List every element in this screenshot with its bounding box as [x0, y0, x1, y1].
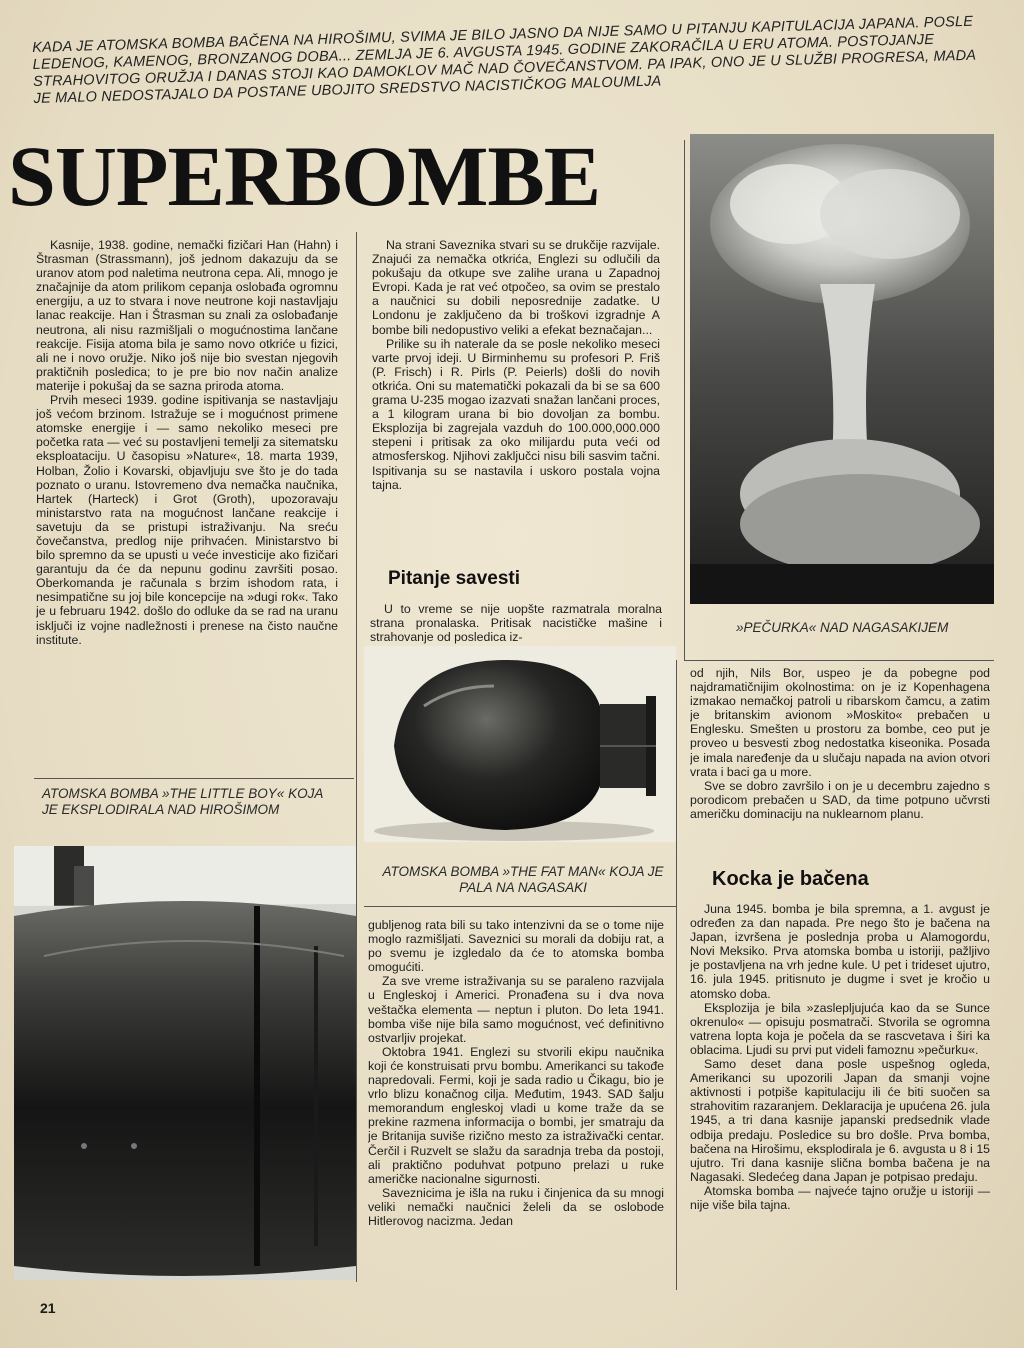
paragraph: Saveznicima je išla na ruku i činjenica da su mnogi veliki nemački naučnici želeli da se oslobode Hitlerovog nacizma. Jedan	[368, 1185, 664, 1228]
paragraph: Eksplozija je bila »zaslepljujuća kao da se Sunce okrenulo« — opisuju posmatrači. Stvorila se ogromna vatrena lopta koja je počela da se rascvetava i širi ka oblacima. Ljudi su prvi put videli famoznu »pečurku«.	[690, 1000, 990, 1057]
paragraph: Juna 1945. bomba je bila spremna, a 1. avgust je određen za dan napada. Pre nego što je bačena na Japan, izvršena je poslednja proba u Alamogordu, Novi Meksiko. Prva atomska bomba u istoriji, pažljivo je postavljena na vrh jedne kule. U pet i trideset ujutro, 16. jula 1945. pritisnuto je dugme i svet je kročio u atomsko doba.	[690, 902, 990, 1001]
paragraph: Prilike su ih naterale da se posle nekoliko meseci varte prvoj ideji. U Birminhemu su profesori P. Friš (P. Frisch) i R. Pirls (P. Peierls) došli do novih otkrića. Oni su matematički pokazali da bi se sa 600 grama U-235 mogao izazvati snažan lančani proces, a 1 kilogram urana bi bio dovoljan za bombu. Eksplozija bi zagrejala vazduh do 100.000,000.000 stepeni i pritisak za oko milijardu puta veći od atmosferskog. Njihovi zaključci nisu bili sasvim tačni. Ispitivanja su se nastavila i uskoro postala vojna tajna.	[372, 336, 660, 492]
intro-lede: KADA JE ATOMSKA BOMBA BAČENA NA HIROŠIMU, SVIMA JE BILO JASNO DA NIJE SAMO U PITANJU KAPITULACIJA JAPANA. POSLE LEDENOG, KAMENOG, BRONZANOG DOBA... ZEMLJA JE 6. AVGUSTA 1945. GODINE ZAKORAČILA U ERU ATOMA. POSTOJANJE STRAHOVITOG ORUŽJA I DANAS STOJI KAO DAMOKLOV MAČ NAD ČOVEČANSTVOM. PA IPAK, ONO JE U SLUŽBI PROGRESA, MADA JE MALO NEDOSTAJALO DA POSTANE UBOJITO SREDSTVO NACISTIČKOG MALOUMLJA	[32, 13, 976, 107]
paragraph: U to vreme se nije uopšte razmatrala moralna strana pronalaska. Pritisak nacističke mašine i strahovanje od posledica iz-	[370, 602, 662, 645]
column-2-mid-text	[370, 602, 662, 646]
subheading-kocka-je-bacena: Kocka je bačena	[712, 868, 869, 890]
paragraph: od njih, Nils Bor, uspeo je da pobegne pod najdramatičnijim okolnostima: on je iz Kopenhagena izmakao nemačkoj patroli u ribarskom čamcu, a zatim je britanskim avionom »Moskito« prebačen u Englesku. Smešten u prostoru za bombe, ceo put je proveo u besvesti zbog nedostatka kiseonika. Posada je imala naređenje da u slučaju napada na avion otvori vrata i baci ga u more.	[690, 666, 990, 779]
fat-man-illustration	[364, 646, 676, 842]
caption-rule	[684, 660, 994, 661]
caption-rule	[34, 778, 354, 779]
mushroom-cloud-illustration	[690, 134, 994, 604]
paragraph: Kasnije, 1938. godine, nemački fizičari Han (Hahn) i Štrasman (Strassmann), još jednom dakazuju da se uranov atom pod naletima neutrona cepa. Ali, mnogo je značajnije da atom prilikom cepanja oslobađa ogromnu energiju, a uz to stvara i nove neutrone koji nastavljaju lanac reakcije. Han i Štrasman su znali za oslobađanje neutrona, ali nisu razmišljali o mogućnostima lančane reakcije. Fisija atoma bila je samo novo otkriće u fizici, ali ne i novo oružje. Niko još nije bio svestan njegovih praktičnih posledica; to je pre bio nov način analize materije i pokušaj da se sazna priroda atoma.	[36, 238, 338, 393]
paragraph: Atomska bomba — najveće tajno oružje u istoriji — nije više bila tajna.	[690, 1183, 990, 1212]
paragraph: Na strani Saveznika stvari su se drukčije razvijale. Znajući za nemačka otkrića, Englezi su odlučili da pokušaju da otkupe sve zalihe urana u Zapadnoj Evropi. Kada je rat već otpočeo, sa ovim se prestalo a naučnici su dobili neposrednije zadatke. U Londonu je zaključeno da bi troškovi izgradnje A bombe bili nedopustivo veliki a efekat beznačajan...	[372, 238, 660, 337]
subheading-pitanje-savesti: Pitanje savesti	[388, 568, 521, 589]
column-2-bottom-text	[368, 918, 664, 1290]
caption-rule	[364, 906, 676, 907]
column-1-text	[36, 238, 338, 758]
paragraph: gubljenog rata bili su tako intenzivni da se o tome nije moglo razmišljati. Saveznici su morali da dobiju rat, a po svemu je izgledalo da će to atomska bomba omogućiti.	[368, 918, 664, 975]
mushroom-cloud-photo	[690, 134, 994, 604]
page-number: 21	[40, 1300, 56, 1316]
little-boy-illustration	[14, 846, 356, 1280]
article-title: SUPERBOMBE	[8, 134, 601, 218]
column-3-bottom-text	[690, 902, 990, 1288]
little-boy-bomb-photo	[14, 846, 356, 1280]
caption-little-boy: ATOMSKA BOMBA »THE LITTLE BOY« KOJA JE EKSPLODIRALA NAD HIROŠIMOM	[42, 786, 323, 817]
paragraph: Za sve vreme istraživanja su se paraleno razvijala u Engleskoj i Americi. Pronađena su i dva nova veštačka elementa — neptun i pluton. Do leta 1941. bomba više nije bila samo mogućnost, već definitivno ostvarljiv projekat.	[368, 974, 664, 1045]
column-rule	[676, 660, 677, 1290]
paragraph: Oktobra 1941. Englezi su stvorili ekipu naučnika koji će konstruisati prvu bombu. Amerikanci su takođe napredovali. Fermi, koji je sada radio u Čikagu, bio je vrlo blizu konačnog cilja. Međutim, 1943. SAD šalju memorandum engleskoj vladi u kome traže da se prekine razmena informacija o bombi, jer smatraju da je Britanija suviše rizično mesto za istraživački centar. Čerčil i Ruzvelt se slažu da saradnja treba da postoji, ali praktično poduhvat potpuno prelazi u ruke američke nacionalne sigurnosti.	[368, 1044, 664, 1186]
column-rule	[356, 232, 357, 1282]
paragraph: Prvih meseci 1939. godine ispitivanja se nastavljaju još većom brzinom. Istražuje se i mogućnost primene atomske energije i — samo nekoliko meseci pre početka rata — već su postavljeni temelji za sitematsku eksploataciju. U časopisu »Nature«, 18. marta 1939, Holban, Žolio i Kovarski, objavljuju sve što je do tada poznato o uranu. Istovremeno dva nemačka naučnika, Hartek (Harteck) i Grot (Groth), upozoravaju ministarstvo rata na mogućnost lančane reakcije i savetuju da se pristupi istraživanju. Na sreću čovečanstva, predlog nije prihvaćen. Ministarstvo bi bilo spremno da se upusti u veće investicije ako fizičari garantuju da će da nepunu godinu završiti posao. Oberkomanda je računala s brzim ishodom rata, i nesimpatične su joj bile koncepcije na »dugi rok«. Tako je u februaru 1942. došlo do odluke da se rad na uranu isključi iz vojne nadležnosti i prenese na čisto naučne institute.	[36, 393, 338, 647]
column-2-top-text	[372, 238, 660, 560]
paragraph: Samo deset dana posle uspešnog ogleda, Amerikanci su upozorili Japan da smanji vojne aktivnosti i potpiše kapitulaciju ili će biti suočen sa strahovitim razaranjem. Deklaracija je upućena 26. jula 1945, a tri dana kasnije japanski predsednik vlade odbija predaju. Posledice su bro došle. Prva bomba, bačena na Hirošimu, eksplodirala je 6. avgusta u 8 i 15 ujutro. Tri dana kasnije slična bomba bačena je na Nagasaki. Sledećeg dana Japan je potpisao predaju.	[690, 1057, 990, 1184]
fat-man-bomb-photo	[364, 646, 676, 842]
caption-fat-man: ATOMSKA BOMBA »THE FAT MAN« KOJA JE PALA NA NAGASAKI	[382, 864, 664, 895]
caption-mushroom: »PEČURKA« NAD NAGASAKIJEM	[736, 620, 949, 635]
column-rule	[684, 140, 685, 660]
column-3-top-text	[690, 666, 990, 862]
paragraph: Sve se dobro završilo i on je u decembru zajedno s porodicom prebačen u SAD, da time potpuno učvrsti američku dominaciju na nuklearnom planu.	[690, 778, 990, 821]
